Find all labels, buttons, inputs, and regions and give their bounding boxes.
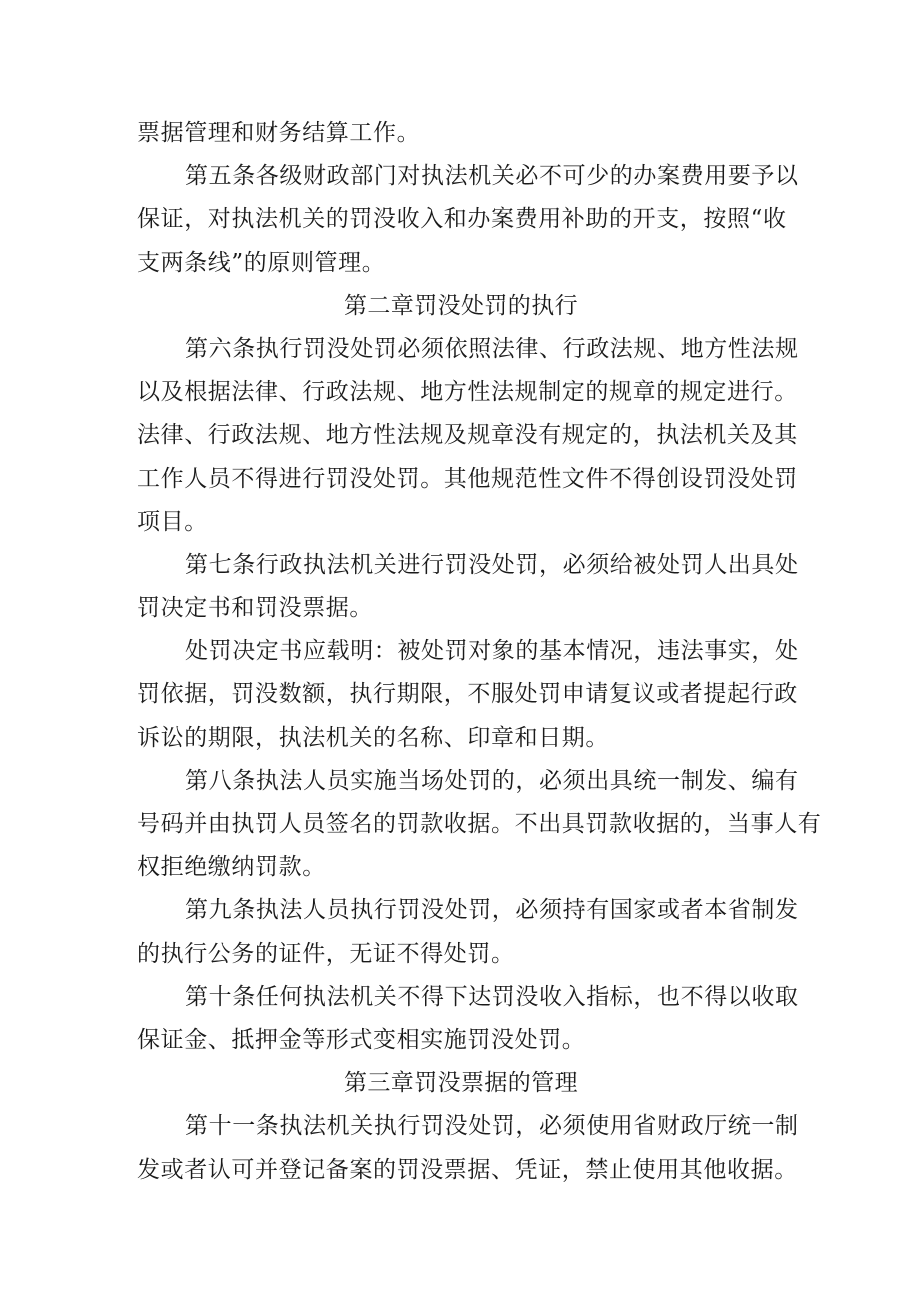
article-10-line: 保证金、抵押金等形式变相实施罚没处罚。 [137, 1026, 586, 1053]
article-5-line: 第五条各级财政部门对执法机关必不可少的办案费用要予以 [185, 163, 799, 190]
paragraph-line: 票据管理和财务结算工作。 [137, 120, 421, 146]
article-6-line: 工作人员不得进行罚没处罚。其他规范性文件不得创设罚没处罚 [137, 465, 798, 492]
article-11-line: 第十一条执法机关执行罚没处罚，必须使用省财政厅统一制 [185, 1113, 799, 1140]
article-9-line: 的执行公务的证件，无证不得处罚。 [137, 940, 515, 967]
article-7-paragraph-line: 处罚决定书应载明：被处罚对象的基本情况，违法事实，处 [185, 638, 799, 665]
article-6-line: 项目。 [137, 508, 208, 535]
article-6-line: 第六条执行罚没处罚必须依照法律、行政法规、地方性法规 [185, 335, 799, 362]
article-8-line: 号码并由执罚人员签名的罚款收据。不出具罚款收据的，当事人有 [137, 811, 822, 837]
article-6-line: 法律、行政法规、地方性法规及规章没有规定的，执法机关及其 [137, 422, 798, 449]
article-8-line: 权拒绝缴纳罚款。 [137, 854, 326, 881]
article-9-line: 第九条执法人员执行罚没处罚，必须持有国家或者本省制发 [185, 897, 799, 924]
document-body [137, 112, 822, 1192]
article-11-line: 发或者认可并登记备案的罚没票据、凭证，禁止使用其他收据。 [137, 1156, 798, 1183]
chapter-3-heading: 第三章罚没票据的管理 [344, 1070, 578, 1097]
article-6-line: 以及根据法律、行政法规、地方性法规制定的规章的规定进行。 [137, 379, 798, 406]
article-5-line: 支两条线”的原则管理。 [137, 249, 386, 276]
article-7-line: 第七条行政执法机关进行罚没处罚，必须给被处罚人出具处 [185, 551, 799, 578]
article-7-line: 罚决定书和罚没票据。 [137, 595, 373, 622]
article-8-line: 第八条执法人员实施当场处罚的，必须出具统一制发、编有 [185, 767, 799, 794]
article-7-paragraph-line: 诉讼的期限，执法机关的名称、印章和日期。 [137, 724, 609, 751]
article-7-paragraph-line: 罚依据，罚没数额，执行期限，不服处罚申请复议或者提起行政 [137, 681, 798, 708]
article-10-line: 第十条任何执法机关不得下达罚没收入指标，也不得以收取 [185, 983, 799, 1010]
chapter-2-heading: 第二章罚没处罚的执行 [344, 292, 578, 319]
article-5-line: 保证，对执法机关的罚没收入和办案费用补助的开支，按照“收 [137, 206, 787, 233]
